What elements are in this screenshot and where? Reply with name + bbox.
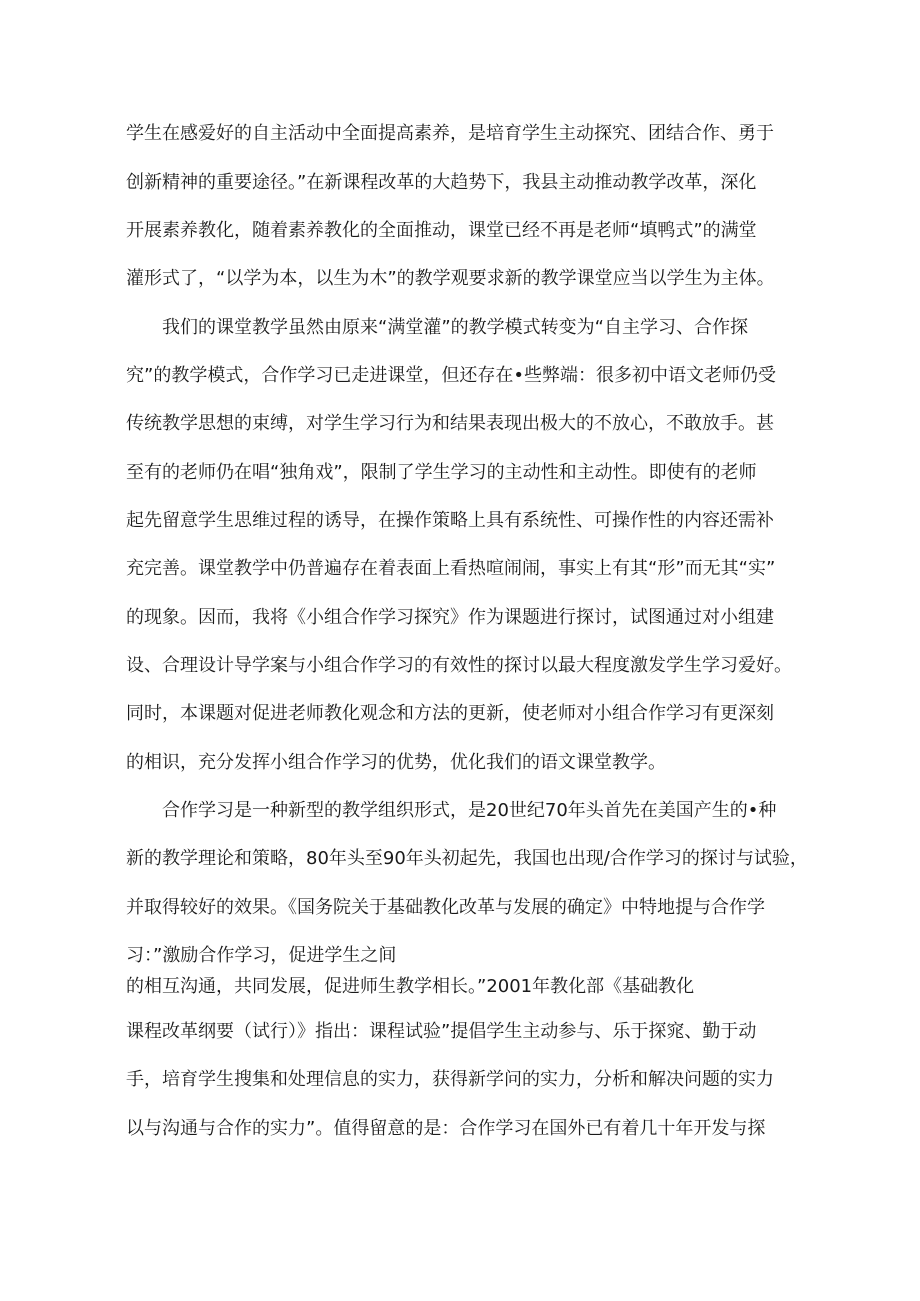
- text-line: 充完善。课堂教学中仍普遍存在着表面上看热喧闹闹，事实上有其“形”而无其“实”: [126, 558, 776, 579]
- text-line: 学生在感爱好的自主活动中全面提高素养，是培育学生主动探究、团结合作、勇于: [126, 123, 774, 144]
- text-line: 同时，本课题对促进老师教化观念和方法的更新，使老师对小组合作学习有更深刻: [126, 703, 774, 724]
- text-line: 手，培育学生搜集和处理信息的实力，获得新学问的实力，分析和解决问题的实力: [126, 1069, 774, 1090]
- text-line: 以与沟通与合作的实力”。值得留意的是：合作学习在国外已有着几十年开发与探: [126, 1118, 766, 1139]
- text-line: 灌形式了，“以学为本，以生为木”的教学观要求新的教学课堂应当以学生为主体。: [126, 268, 775, 289]
- text-line: 创新精神的重要途径。”在新课程改革的大趋势下，我县主动推动教学改革，深化: [126, 172, 757, 193]
- text-line: 设、合理设计导学案与小组合作学习的有效性的探讨以最大程度激发学生学习爱好。: [126, 655, 792, 676]
- text-line: 起先留意学生思维过程的诱导，在操作策略上具有系统性、可操作性的内容还需补: [126, 510, 774, 531]
- text-line: 的现象。因而，我将《小组合作学习探究》作为课题进行探讨，试图通过对小组建: [126, 607, 774, 628]
- text-line: 习：”激励合作学习，促进学生之间: [126, 945, 397, 966]
- paragraph-first-line: 合作学习是一种新型的教学组织形式，是20世纪70年头首先在美国产生的•种: [162, 800, 777, 821]
- text-line: 新的教学理论和策略，80年头至90年头初起先，我国也出现/合作学习的探讨与试验，: [126, 848, 808, 869]
- text-line: 的相互沟通，共同发展，促进师生教学相长。”2001年教化部《基础教化: [126, 976, 695, 997]
- text-line: 至有的老师仍在唱“独角戏”，限制了学生学习的主动性和主动性。即使有的老师: [126, 462, 757, 483]
- text-line: 并取得较好的效果。《国务院关于基础教化改革与发展的确定》中特地提与合作学: [126, 897, 765, 918]
- text-line: 的相识，充分发挥小组合作学习的优势，优化我们的语文课堂教学。: [126, 752, 666, 773]
- text-line: 传统教学思想的束缚，对学生学习行为和结果表现出极大的不放心，不敢放手。甚: [126, 413, 774, 434]
- text-line: 开展素养教化，随着素养教化的全面推动，课堂已经不再是老师“填鸭式”的满堂: [126, 220, 757, 241]
- text-line: 究”的教学模式，合作学习已走进课堂，但还存在•些弊端：很多初中语文老师仍受: [126, 365, 776, 386]
- paragraph-first-line: 我们的课堂教学虽然由原来“满堂灌”的教学模式转变为“自主学习、合作探: [162, 317, 748, 338]
- text-line: 课程改革纲要（试行）》指出：课程试验”提倡学生主动参与、乐于探窕、勤于动: [126, 1021, 757, 1042]
